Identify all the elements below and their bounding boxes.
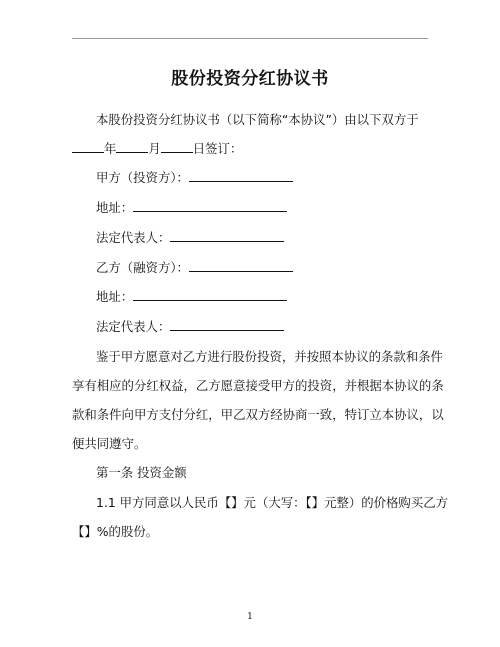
preamble-line: 鉴于甲方愿意对乙方进行股份投资，并按照本协议的条款和条件 <box>96 349 443 364</box>
party-b-rep-line <box>96 317 284 335</box>
year-blank[interactable] <box>72 141 104 153</box>
party-b-address-label: 地址： <box>96 289 134 304</box>
top-rule <box>72 38 428 39</box>
party-a-label: 甲方（投资方）： <box>96 170 189 185</box>
party-b-blank[interactable] <box>189 260 293 272</box>
party-b-rep-blank[interactable] <box>170 319 284 331</box>
signing-date-line <box>72 139 242 157</box>
article-1-heading: 第一条 投资金额 <box>96 465 187 480</box>
intro-line: 本股份投资分红协议书（以下简称“本协议”）由以下双方于 <box>96 112 419 127</box>
clause-1-1-line: 【】%的股份。 <box>72 524 159 539</box>
party-a-address-blank[interactable] <box>133 200 287 212</box>
party-a-address-line <box>96 198 287 216</box>
party-b-address-blank[interactable] <box>133 289 287 301</box>
party-b-address-line <box>96 287 287 305</box>
party-a-rep-line <box>96 228 284 246</box>
day-label: 日签订： <box>192 141 243 156</box>
party-a-rep-label: 法定代表人： <box>96 230 171 245</box>
year-label: 年 <box>104 141 117 156</box>
party-b-label: 乙方（融资方）： <box>96 260 189 275</box>
party-a-line <box>96 168 293 186</box>
month-blank[interactable] <box>116 141 148 153</box>
party-a-address-label: 地址： <box>96 200 134 215</box>
page-number: 1 <box>247 612 253 622</box>
party-b-line <box>96 258 293 276</box>
document-title: 股份投资分红协议书 <box>171 69 329 89</box>
clause-1-1-line: 1.1 甲方同意以人民币【】元（大写：【】元整）的价格购买乙方 <box>96 495 448 510</box>
month-label: 月 <box>148 141 161 156</box>
preamble-line: 享有相应的分红权益，乙方愿意接受甲方的投资，并根据本协议的条 <box>72 378 444 393</box>
party-a-blank[interactable] <box>189 170 293 182</box>
day-blank[interactable] <box>161 141 193 153</box>
party-b-rep-label: 法定代表人： <box>96 319 171 334</box>
preamble-line: 便共同遵守。 <box>72 436 147 451</box>
party-a-rep-blank[interactable] <box>170 230 284 242</box>
preamble-line: 款和条件向甲方支付分红，甲乙双方经协商一致，特订立本协议，以 <box>72 407 444 422</box>
